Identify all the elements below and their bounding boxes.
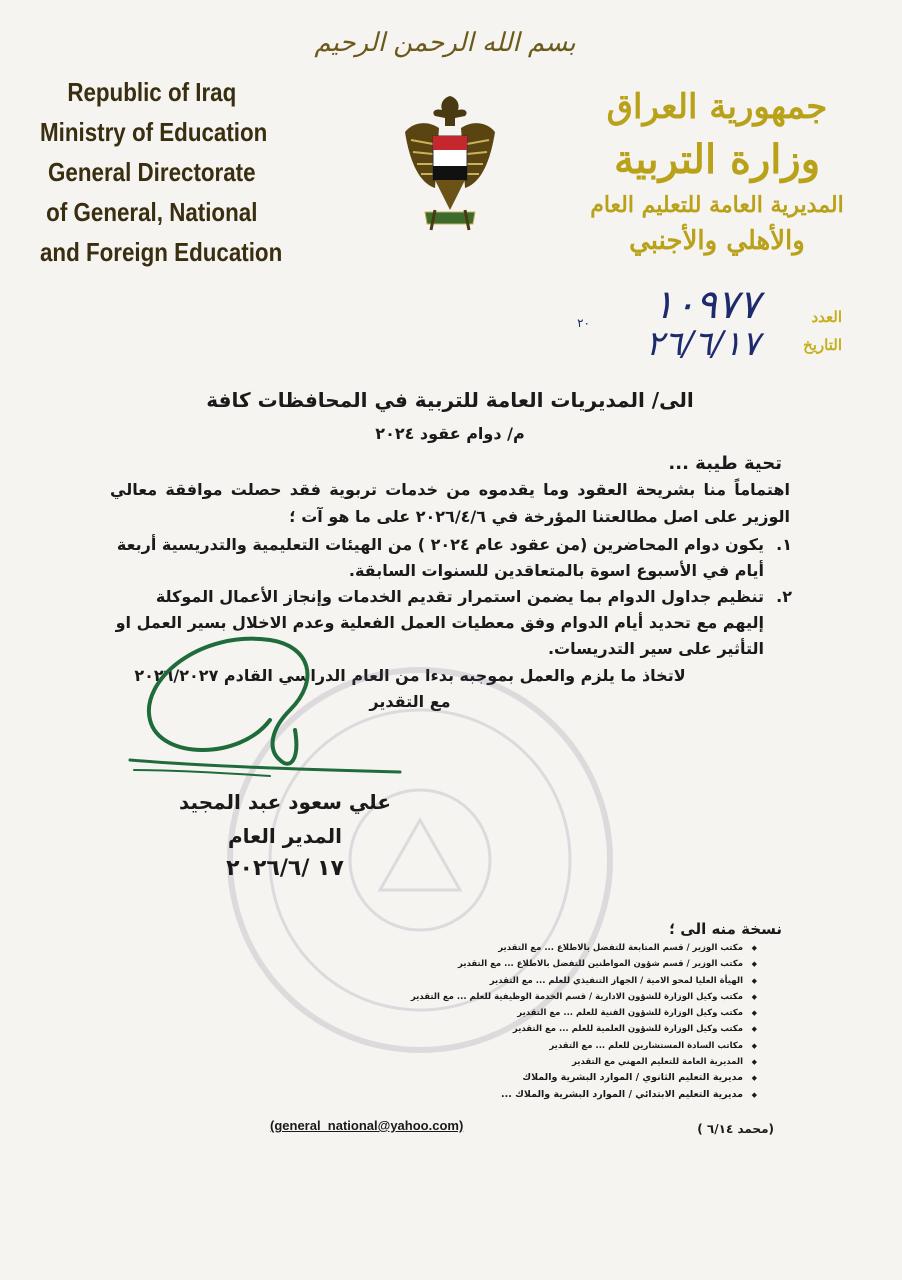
copy-recipient: ◆ مكتب الوزير / قسم شؤون المواطنين للتفضل بالاطلاع ... مع التقدير <box>337 956 757 972</box>
arabic-line-1: جمهورية العراق <box>606 87 828 127</box>
signatory-name: علي سعود عبد المجيد <box>179 790 391 814</box>
signatory-date: ١٧ /٢٠٢٦/٦ <box>226 856 344 881</box>
reference-block <box>552 282 842 372</box>
copy-recipient: ◆ المديرية العامة للتعليم المهني مع التقدير <box>337 1054 757 1070</box>
english-line-4: of General, National <box>46 197 258 227</box>
english-line-3: General Directorate <box>48 157 256 187</box>
copy-recipient: ◆ مكتب الوزير / قسم المتابعة للتفضل بالاطلاع ... مع التقدير <box>337 940 757 956</box>
english-line-2: Ministry of Education <box>40 117 268 147</box>
signatory-title: المدير العام <box>227 824 343 848</box>
list-item-number: ١. <box>776 535 792 554</box>
arabic-line-3: المديرية العامة للتعليم العام <box>590 192 844 218</box>
copies-list <box>337 940 757 1103</box>
eagle-emblem-icon <box>395 92 505 242</box>
english-line-5: and Foreign Education <box>40 237 283 267</box>
greeting: تحية طيبة ... <box>668 453 782 474</box>
list-item-text: يكون دوام المحاضرين (من عقود عام ٢٠٢٤ ) من الهيئات التعليمية والتدريسية أربعة أيام في الأسبوع اسوة بالمتعاقدين للسنوات السابقة. <box>116 535 764 580</box>
subject-line: م/ دوام عقود ٢٠٢٤ <box>375 424 525 443</box>
basmala: بسم الله الرحمن الرحيم <box>314 28 576 58</box>
copy-recipient: ◆ مكتب وكيل الوزارة للشؤون الفنية للعلم ... مع التقدير <box>337 1005 757 1021</box>
arabic-letterhead <box>582 82 852 260</box>
intro-paragraph: اهتماماً منا بشريحة العقود وما يقدموه من خدمات تربوية فقد حصلت موافقة معالي الوزير على اصل مطالعتنا المؤرخة في ٢٠٢٦/٤/٦ على ما هو آت ؛ <box>110 480 790 526</box>
email-address: (general_national@yahoo.com) <box>270 1118 464 1133</box>
sender-note: (محمد ٦/١٤ ) <box>697 1122 774 1136</box>
ref-number-label: العدد <box>811 308 842 326</box>
regards-line: مع التقدير <box>369 692 451 711</box>
arabic-line-4: والأهلي والأجنبي <box>629 226 805 256</box>
ref-date-label: التاريخ <box>803 336 842 354</box>
ref-date: ٢٦/٦/١٧ <box>645 324 760 364</box>
list-item-number: ٢. <box>776 587 792 606</box>
ref-number: ١٠٩٧٧ <box>652 282 760 328</box>
copy-recipient: ◆ الهيأة العليا لمحو الامية / الجهاز التنفيذي للعلم ... مع التقدير <box>337 973 757 989</box>
copy-recipient: ◆ مديرية التعليم الابتدائي / الموارد البشرية والملاك ... <box>337 1087 757 1103</box>
list-item-text: تنظيم جداول الدوام بما يضمن استمرار تقديم الخدمات وإنجاز الأعمال الموكلة إليهم مع تحديد أيام الدوام وفق معطيات العمل الفعلية وعدم الاخلال بسير العمل او التأثير على سير التدريسات. <box>115 587 764 658</box>
action-line: لاتخاذ ما يلزم والعمل بموجبه بدءا من العام الدراسي القادم ٢٠٢٦/٢٠٢٧ <box>134 666 686 685</box>
copy-recipient: ◆ مكتب وكيل الوزارة للشؤون العلمية للعلم ... مع التقدير <box>337 1021 757 1037</box>
copy-recipient: ◆ مكاتب السادة المستشارين للعلم ... مع التقدير <box>337 1038 757 1054</box>
arabic-line-2: وزارة التربية <box>613 136 821 183</box>
recipient-line: الى/ المديريات العامة للتربية في المحافظات كافة <box>206 388 694 412</box>
signature-scribble <box>120 610 410 795</box>
list-item <box>110 532 790 584</box>
copy-recipient: ◆ مديرية التعليم الثانوي / الموارد البشرية والملاك <box>337 1070 757 1086</box>
copies-title: نسخة منه الى ؛ <box>669 920 782 938</box>
ref-date-prefix: ٢٠ <box>577 316 590 330</box>
copy-recipient: ◆ مكتب وكيل الوزارة للشؤون الادارية / قسم الخدمة الوظيفية للعلم ... مع التقدير <box>337 989 757 1005</box>
english-line-1: Republic of Iraq <box>67 77 237 107</box>
english-letterhead <box>40 72 283 272</box>
